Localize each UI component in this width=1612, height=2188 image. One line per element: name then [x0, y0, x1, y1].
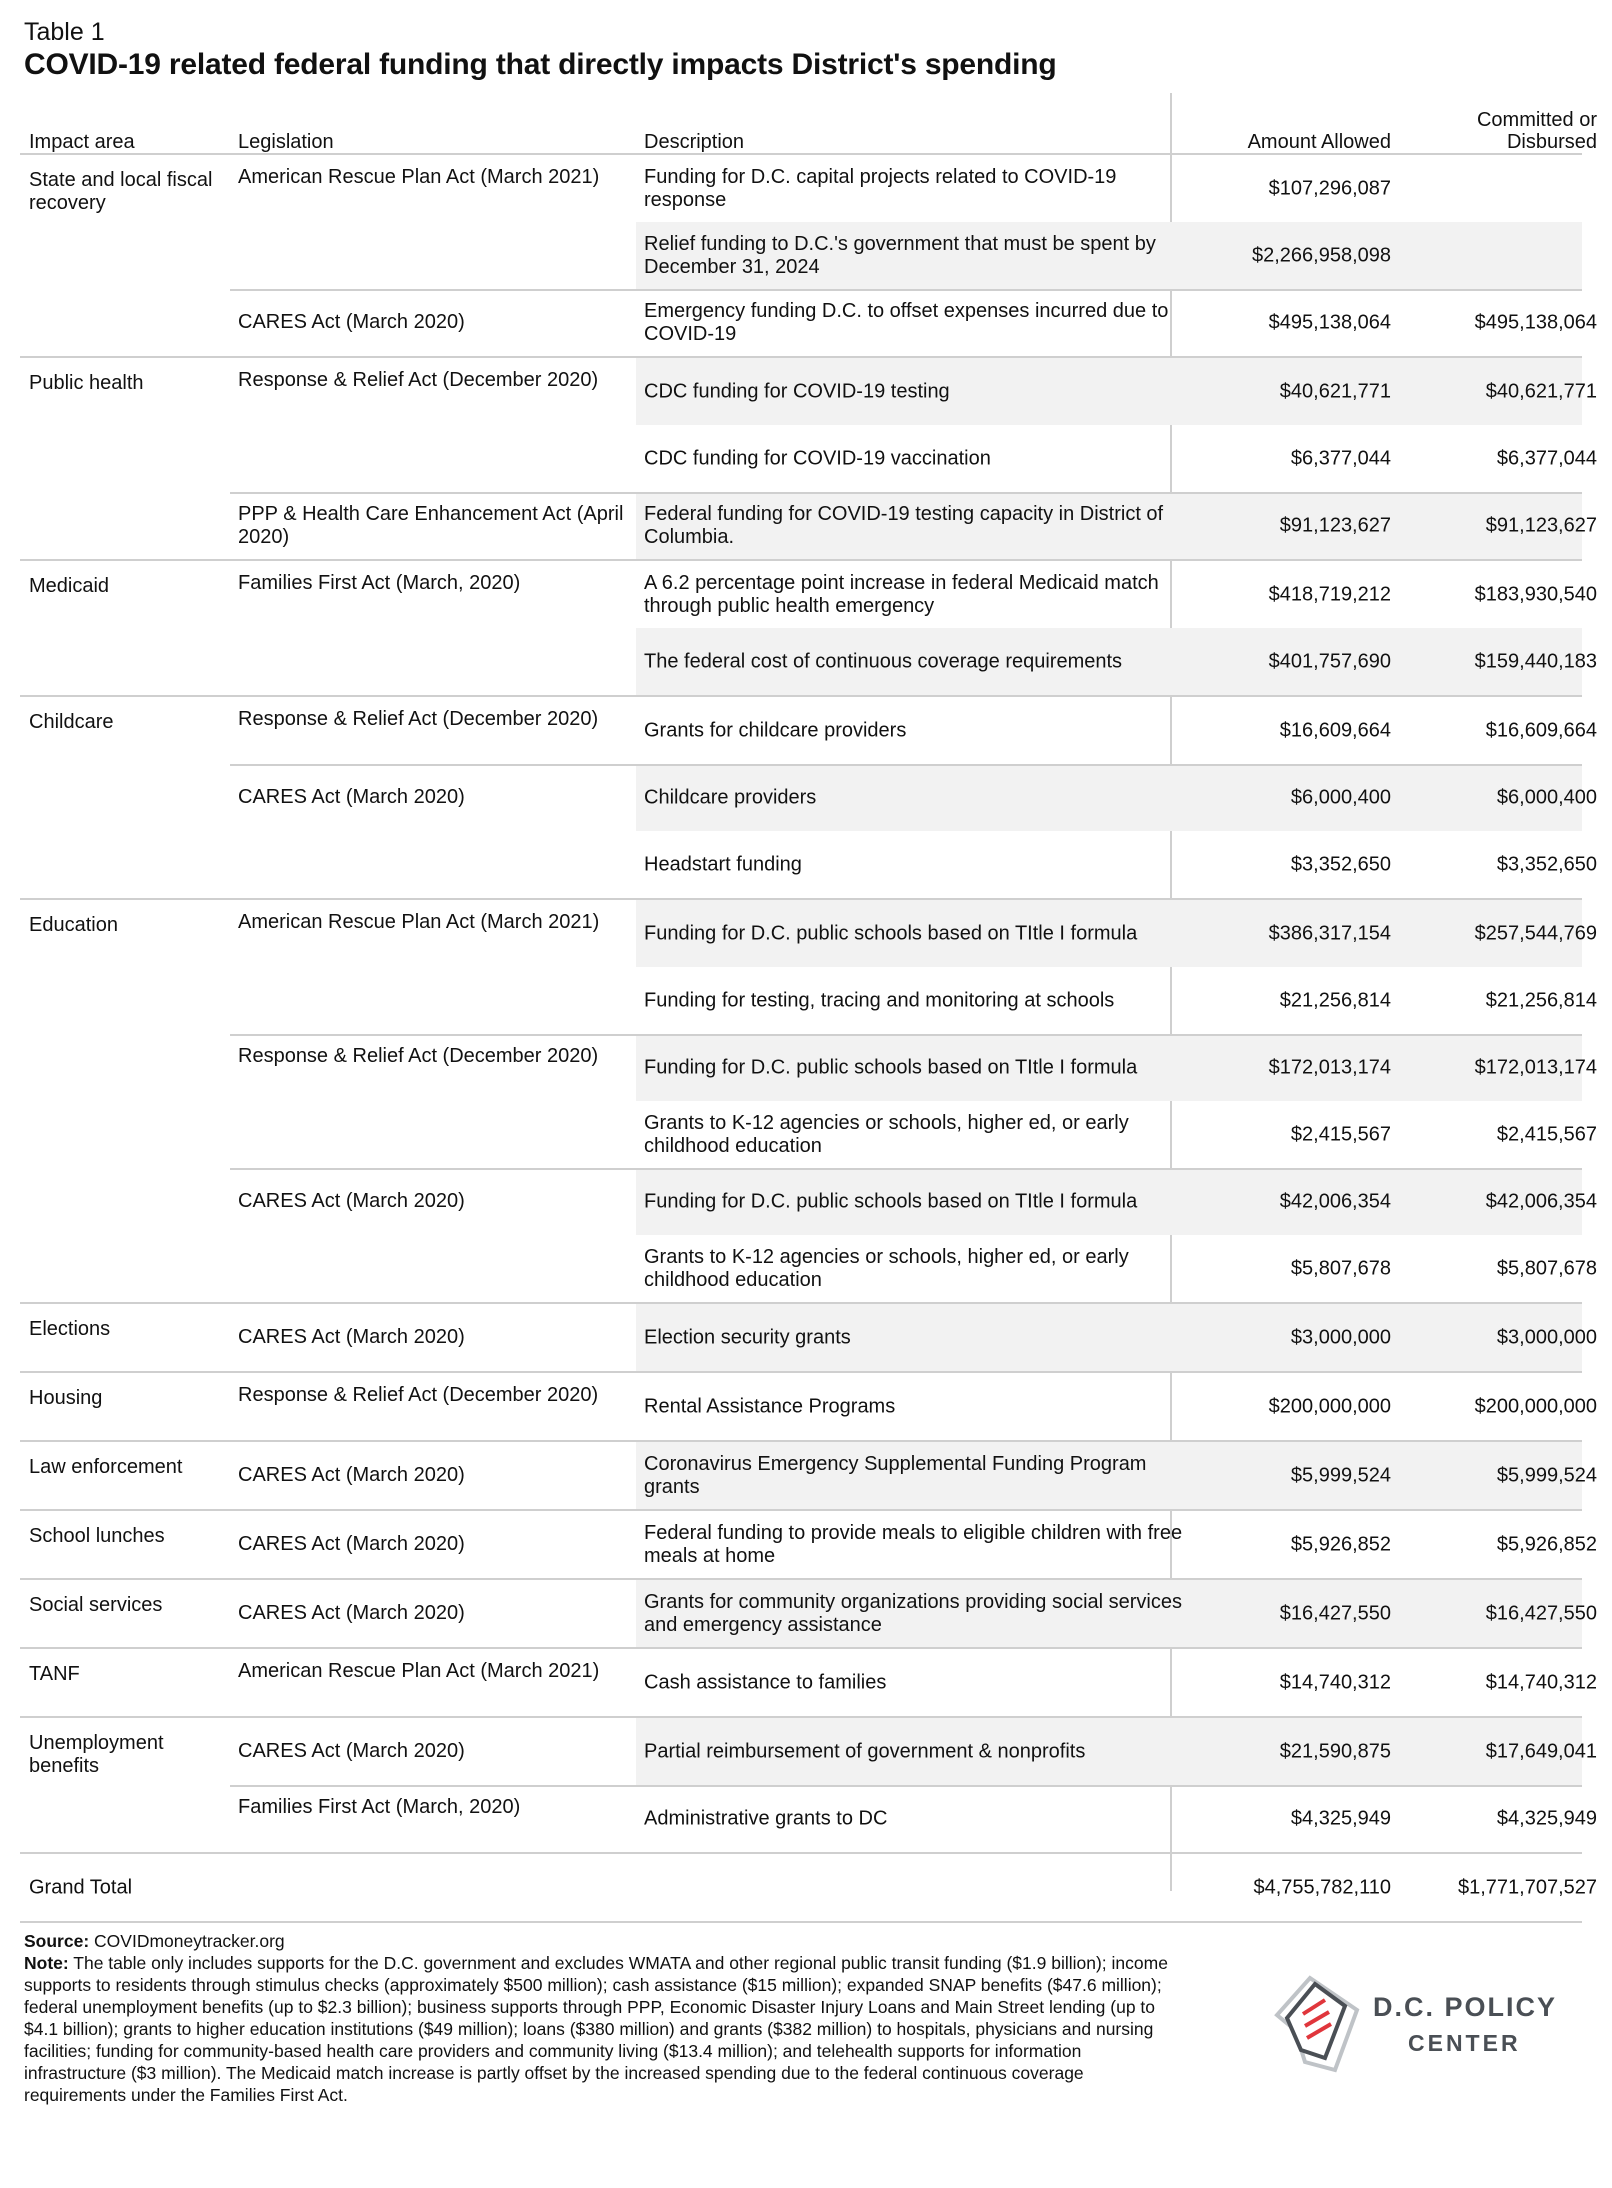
source-label: Source:	[24, 1931, 90, 1951]
description-cell: Coronavirus Emergency Supplemental Funding Program grants	[644, 1452, 1147, 1498]
description-cell: Headstart funding	[644, 853, 802, 875]
amount-allowed-cell: $40,621,771	[1279, 380, 1391, 402]
legislation-divider	[230, 492, 1582, 494]
amount-allowed-cell: $91,123,627	[1279, 514, 1391, 536]
committed-cell: $14,740,312	[1485, 1671, 1597, 1693]
table-row	[20, 1718, 1597, 1785]
table-header	[20, 93, 1597, 155]
description-cell: Partial reimbursement of government & nonprofits	[644, 1740, 1086, 1762]
table-row	[20, 628, 1597, 695]
amount-allowed-cell: $21,256,814	[1279, 989, 1391, 1011]
impact-group	[20, 900, 1597, 1304]
amount-allowed-cell: $16,609,664	[1279, 719, 1391, 741]
description-cell: Relief funding to D.C.'s government that must be spent by December 31, 2024	[644, 232, 1156, 278]
legislation-cell: CARES Act (March 2020)	[238, 1533, 465, 1555]
table-row	[20, 289, 1597, 356]
legislation-cell: American Rescue Plan Act (March 2021)	[238, 1660, 600, 1682]
amount-allowed-cell: $495,138,064	[1268, 311, 1391, 333]
legislation-cell: Families First Act (March, 2020)	[238, 572, 521, 594]
header-impact-area: Impact area	[29, 131, 135, 153]
amount-allowed-cell: $386,317,154	[1268, 922, 1391, 944]
description-cell: Administrative grants to DC	[644, 1807, 888, 1829]
committed-cell: $5,807,678	[1496, 1257, 1597, 1279]
amount-allowed-cell: $14,740,312	[1279, 1671, 1391, 1693]
table-row	[20, 831, 1597, 898]
committed-cell: $159,440,183	[1474, 650, 1597, 672]
header-legislation: Legislation	[238, 131, 334, 153]
impact-group	[20, 561, 1597, 697]
table-row	[20, 1442, 1597, 1509]
impact-group	[20, 697, 1597, 900]
note-label: Note:	[24, 1953, 69, 1973]
impact-group	[20, 1718, 1597, 1854]
impact-area-cell: Education	[29, 914, 118, 936]
header-amount-allowed: Amount Allowed	[1247, 131, 1391, 153]
legislation-divider	[230, 1168, 1582, 1170]
description-cell: Federal funding to provide meals to eligible children with free meals at home	[644, 1521, 1183, 1567]
committed-cell: $172,013,174	[1474, 1056, 1597, 1078]
legislation-cell: CARES Act (March 2020)	[238, 786, 465, 808]
legislation-cell: Response & Relief Act (December 2020)	[238, 708, 599, 730]
amount-allowed-cell: $2,415,567	[1290, 1123, 1391, 1145]
amount-allowed-cell: $5,999,524	[1290, 1464, 1391, 1486]
legislation-cell: Families First Act (March, 2020)	[238, 1796, 521, 1818]
amount-allowed-cell: $2,266,958,098	[1251, 244, 1391, 266]
amount-allowed-cell: $418,719,212	[1268, 583, 1391, 605]
table-row	[20, 155, 1582, 222]
description-cell: Grants for community organizations providing social services and emergency assistance	[644, 1590, 1182, 1636]
amount-allowed-cell: $200,000,000	[1268, 1395, 1391, 1417]
funding-table	[20, 93, 1597, 1923]
amount-allowed-cell: $4,325,949	[1290, 1807, 1391, 1829]
amount-allowed-cell: $42,006,354	[1279, 1190, 1391, 1212]
description-cell: Grants to K-12 agencies or schools, higher ed, or early childhood education	[644, 1245, 1129, 1291]
committed-cell: $40,621,771	[1485, 380, 1597, 402]
legislation-cell: American Rescue Plan Act (March 2021)	[238, 911, 600, 933]
description-cell: The federal cost of continuous coverage requirements	[644, 650, 1123, 672]
source-text: COVIDmoneytracker.org	[94, 1931, 285, 1951]
description-cell: Grants to K-12 agencies or schools, higher ed, or early childhood education	[644, 1111, 1129, 1157]
amount-allowed-cell: $6,377,044	[1290, 447, 1391, 469]
header-description: Description	[644, 131, 745, 153]
table-row	[20, 358, 1597, 425]
committed-cell: $6,000,400	[1496, 786, 1597, 808]
committed-cell: $5,999,524	[1496, 1464, 1597, 1486]
description-cell: Rental Assistance Programs	[644, 1395, 896, 1417]
description-cell: A 6.2 percentage point increase in federal Medicaid match through public health emergency	[644, 571, 1159, 617]
impact-area-cell: Public health	[29, 372, 144, 394]
impact-area-cell: State and local fiscal recovery	[29, 169, 213, 214]
impact-area-cell: Childcare	[29, 711, 114, 733]
committed-cell: $16,609,664	[1485, 719, 1597, 741]
table-row	[20, 967, 1597, 1034]
table-row	[20, 492, 1597, 559]
legislation-divider	[230, 1785, 1582, 1787]
table-row	[20, 1304, 1597, 1371]
table-row	[20, 1168, 1597, 1235]
amount-allowed-cell: $5,926,852	[1290, 1533, 1391, 1555]
legislation-cell: CARES Act (March 2020)	[238, 1740, 465, 1762]
description-cell: Funding for D.C. capital projects related to COVID-19 response	[644, 165, 1117, 211]
legislation-divider	[230, 1034, 1582, 1036]
logo-line2: CENTER	[1408, 2030, 1521, 2056]
grand-total-committed: $1,771,707,527	[1457, 1876, 1597, 1898]
committed-cell: $5,926,852	[1496, 1533, 1597, 1555]
committed-cell: $4,325,949	[1496, 1807, 1597, 1829]
committed-cell: $183,930,540	[1474, 583, 1597, 605]
description-cell: CDC funding for COVID-19 vaccination	[644, 447, 991, 469]
description-cell: Childcare providers	[644, 786, 817, 808]
committed-cell: $6,377,044	[1496, 447, 1597, 469]
legislation-cell: CARES Act (March 2020)	[238, 1190, 465, 1212]
description-cell: CDC funding for COVID-19 testing	[644, 380, 950, 402]
impact-area-cell: Medicaid	[29, 575, 110, 597]
committed-cell: $3,352,650	[1496, 853, 1597, 875]
table-label: Table 1	[24, 18, 105, 46]
impact-area-cell: Social services	[29, 1594, 163, 1616]
impact-area-cell: School lunches	[29, 1525, 165, 1547]
table-row	[20, 1649, 1597, 1716]
description-cell: Funding for testing, tracing and monitoring at schools	[644, 989, 1115, 1011]
table-row	[20, 425, 1597, 492]
note-text: The table only includes supports for the D.C. government and excludes WMATA and other regional public transit funding ($1.9 billion); income supports to residents through stimulus checks (approximately $500 million); cash assistance ($15 million); expanded SNAP benefits ($47.6 million); federal unemployment benefits (up to $2.3 billion); business supports through PPP, Economic Disaster Injury Loans and Main Street lending (up to $4.1 billion); grants to higher education institutions ($49 million); loans ($380 million) and grants ($382 million) to hospitals, physicians and nursing facilities; funding for community-based health care providers and community living ($13.4 million); and telehealth supports for information infrastructure ($3 million). The Medicaid match increase is partly offset by the increased spending due to the federal continuous coverage requirements under the Families First Act.	[24, 1953, 1168, 2105]
legislation-cell: PPP & Health Care Enhancement Act (April 2020)	[238, 503, 624, 548]
committed-cell: $16,427,550	[1485, 1602, 1597, 1624]
amount-allowed-cell: $3,000,000	[1290, 1326, 1391, 1348]
committed-cell: $495,138,064	[1474, 311, 1597, 333]
impact-area-cell: TANF	[29, 1663, 80, 1685]
amount-allowed-cell: $3,352,650	[1290, 853, 1391, 875]
impact-group	[20, 1373, 1597, 1442]
committed-cell: $91,123,627	[1485, 514, 1597, 536]
impact-area-cell: Elections	[29, 1318, 111, 1340]
impact-group	[20, 1442, 1597, 1511]
table-row	[20, 1373, 1597, 1440]
legislation-cell: CARES Act (March 2020)	[238, 1602, 465, 1624]
legislation-cell: CARES Act (March 2020)	[238, 1464, 465, 1486]
table-row	[20, 561, 1597, 628]
legislation-cell: CARES Act (March 2020)	[238, 311, 465, 333]
grand-total-label: Grand Total	[29, 1876, 133, 1898]
description-cell: Funding for D.C. public schools based on TItle I formula	[644, 1190, 1138, 1212]
impact-group	[20, 1304, 1597, 1373]
committed-cell: $2,415,567	[1496, 1123, 1597, 1145]
table-row	[20, 222, 1582, 289]
description-cell: Grants for childcare providers	[644, 719, 907, 741]
impact-area-cell: Law enforcement	[29, 1456, 183, 1478]
committed-cell: $200,000,000	[1474, 1395, 1597, 1417]
committed-cell: $21,256,814	[1485, 989, 1597, 1011]
amount-allowed-cell: $16,427,550	[1279, 1602, 1391, 1624]
impact-group	[20, 1649, 1597, 1718]
legislation-cell: Response & Relief Act (December 2020)	[238, 1045, 599, 1067]
amount-allowed-cell: $6,000,400	[1290, 786, 1391, 808]
table-row	[20, 900, 1597, 967]
table-row	[20, 1511, 1597, 1578]
legislation-divider	[230, 289, 1582, 291]
header-committed: Committed or Disbursed	[1476, 109, 1597, 153]
description-cell: Funding for D.C. public schools based on TItle I formula	[644, 1056, 1138, 1078]
table-title: COVID-19 related federal funding that directly impacts District's spending	[24, 48, 1057, 81]
table-row	[20, 1785, 1597, 1852]
dc-map-icon	[1265, 1970, 1375, 2080]
committed-cell: $3,000,000	[1496, 1326, 1597, 1348]
legislation-cell: Response & Relief Act (December 2020)	[238, 1384, 599, 1406]
table-row	[20, 764, 1597, 831]
description-cell: Funding for D.C. public schools based on TItle I formula	[644, 922, 1138, 944]
table-row	[20, 1235, 1597, 1302]
committed-cell: $17,649,041	[1485, 1740, 1597, 1762]
table-row	[20, 1580, 1597, 1647]
grand-total-amount: $4,755,782,110	[1253, 1876, 1391, 1898]
amount-allowed-cell: $172,013,174	[1268, 1056, 1391, 1078]
table-row	[20, 1101, 1597, 1168]
table-row	[20, 1034, 1597, 1101]
impact-group	[20, 358, 1597, 561]
amount-allowed-cell: $401,757,690	[1268, 650, 1391, 672]
description-cell: Federal funding for COVID-19 testing capacity in District of Columbia.	[644, 502, 1164, 548]
committed-cell: $42,006,354	[1485, 1190, 1597, 1212]
impact-group	[20, 1580, 1597, 1649]
footnote	[24, 1930, 1184, 2106]
amount-allowed-cell: $21,590,875	[1279, 1740, 1391, 1762]
legislation-cell: CARES Act (March 2020)	[238, 1326, 465, 1348]
impact-group	[20, 155, 1597, 358]
committed-cell: $257,544,769	[1474, 922, 1597, 944]
impact-area-cell: Housing	[29, 1387, 103, 1409]
logo-line1: D.C. POLICY	[1373, 1992, 1558, 2022]
table-row	[20, 697, 1597, 764]
impact-group	[20, 1511, 1597, 1580]
description-cell: Election security grants	[644, 1326, 851, 1348]
grand-total-row	[20, 1854, 1597, 1923]
amount-allowed-cell: $107,296,087	[1268, 177, 1391, 199]
dc-policy-center-logo	[1265, 1970, 1565, 2080]
legislation-divider	[230, 764, 1582, 766]
impact-area-cell: Unemployment benefits	[29, 1732, 164, 1777]
amount-allowed-cell: $5,807,678	[1290, 1257, 1391, 1279]
legislation-cell: American Rescue Plan Act (March 2021)	[238, 166, 600, 188]
legislation-cell: Response & Relief Act (December 2020)	[238, 369, 599, 391]
description-cell: Cash assistance to families	[644, 1671, 887, 1693]
description-cell: Emergency funding D.C. to offset expenses incurred due to COVID-19	[644, 299, 1169, 345]
